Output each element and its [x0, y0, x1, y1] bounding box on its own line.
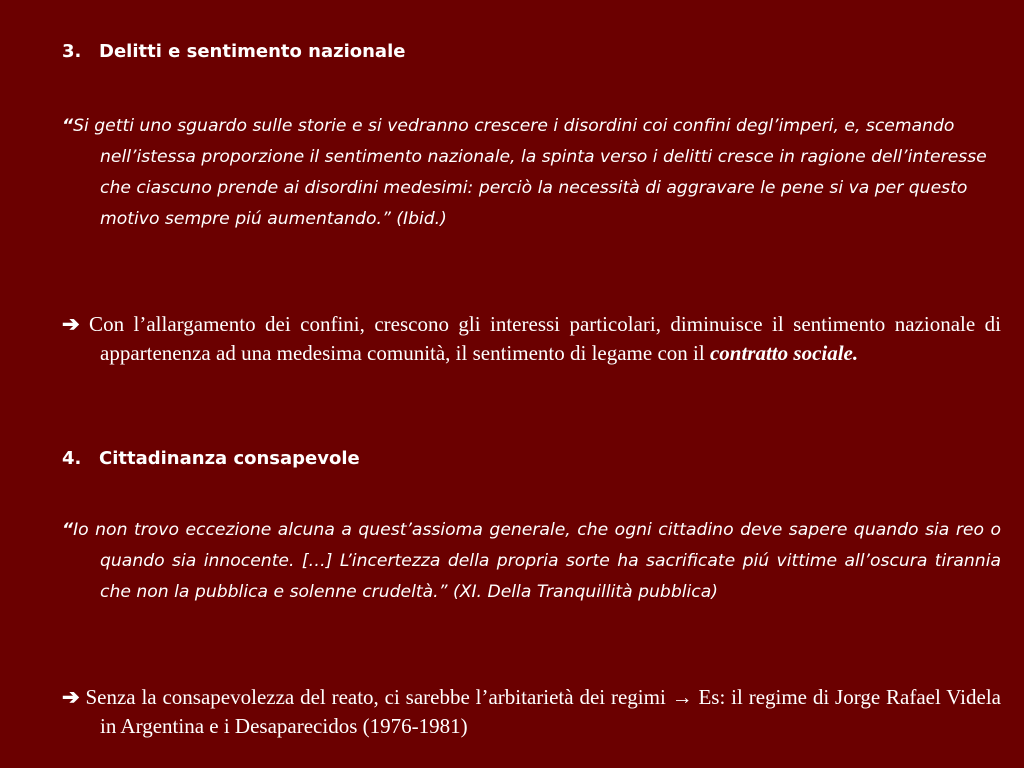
commentary-confini — [62, 310, 1001, 368]
beccaria-quote-tranquillita — [62, 515, 1001, 608]
section-number: 3. — [62, 41, 82, 62]
section-heading-cittadinanza — [62, 447, 963, 471]
commentary-text: Senza la consapevolezza del reato, ci sarebbe l’arbitarietà dei regimi → Es: il regime di Jorge Rafael Videla in Argentina e i Desaparecidos (1976-1981) — [79, 685, 1001, 738]
open-quote-mark: “ — [62, 520, 74, 540]
arrow-right-icon: ➔ — [62, 312, 80, 336]
commentary-consapevolezza — [62, 683, 1001, 741]
commentary-text: Con l’allargamento dei confini, crescono gli interessi particolari, diminuisce il sentimento nazionale di appartenenza ad una medesima comunità, il sentimento di legame con il — [79, 312, 1001, 365]
quote-text: Io non trovo eccezione alcuna a quest’assioma generale, che ogni cittadino deve sapere quando sia reo o quando sia innocente. […] L’incertezza della propria sorte ha sacrificate piú vittime all’oscura tirannia che non la pubblica e solenne crudeltà.” (XI. Della Tranquillità pubblica) — [73, 520, 1001, 602]
commentary-end-punctuation: . — [852, 341, 859, 365]
arrow-right-icon: ➔ — [62, 685, 80, 709]
open-quote-mark: “ — [62, 116, 74, 136]
quote-text: Si getti uno sguardo sulle storie e si vedranno crescere i disordini coi confini degl’imperi, e, scemando nell’istessa proporzione il sentimento nazionale, la spinta verso i delitti cresce in ragione dell’interesse che ciascuno prende ai disordini medesimi: perciò la necessità di aggravare le pene si va per questo motivo sempre piú aumentando.” (Ibid.) — [73, 116, 987, 229]
section-title: Delitti e sentimento nazionale — [99, 41, 406, 62]
beccaria-quote-confini — [62, 111, 1001, 235]
section-heading-delitti — [62, 40, 963, 64]
section-title: Cittadinanza consapevole — [99, 448, 360, 469]
contratto-sociale-emphasis: contratto sociale — [709, 341, 853, 365]
section-number: 4. — [62, 448, 82, 469]
